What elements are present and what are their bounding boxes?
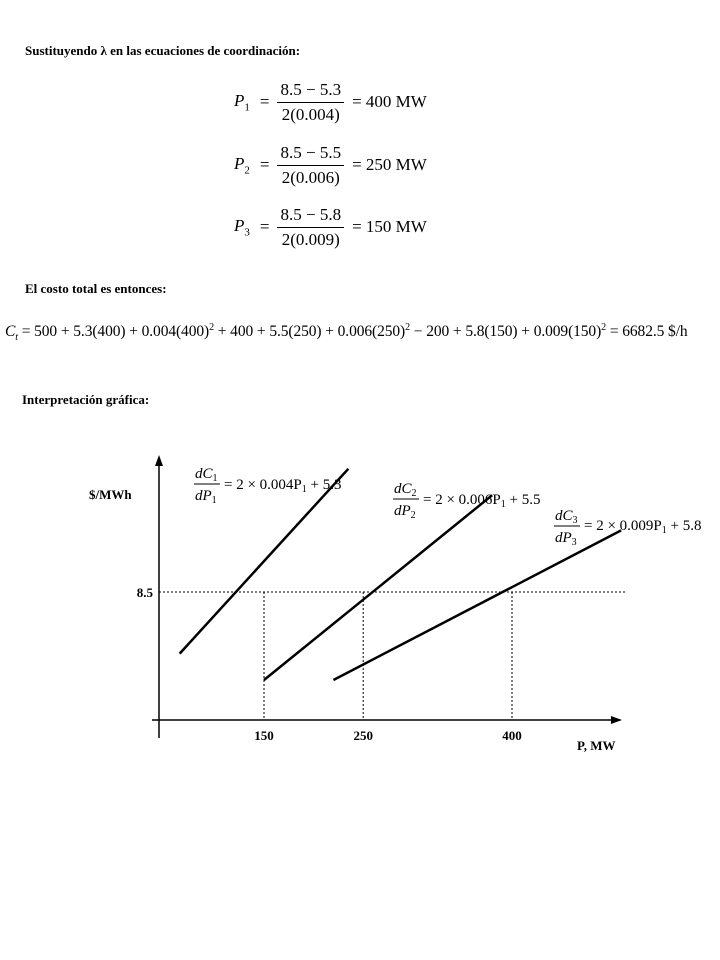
total-cost-term-3: − 200 + 5.8(150) + 0.009(150) bbox=[410, 323, 602, 341]
x-tick-label-150: 150 bbox=[254, 728, 274, 743]
equation-result: = 150 MW bbox=[352, 217, 427, 237]
label-dc3-num: $dC_3$ bbox=[555, 508, 578, 526]
equation-result: = 250 MW bbox=[352, 155, 427, 175]
label-dc1-num: $dC_1$ bbox=[195, 466, 218, 484]
label-dc2-num: $dC_2$ bbox=[394, 481, 417, 499]
y-axis-label: $/MWh bbox=[89, 487, 132, 502]
equation-lhs: $P_1$ bbox=[234, 90, 250, 114]
total-cost-result: = 6682.5 $/h bbox=[606, 323, 688, 341]
series-lines bbox=[180, 469, 621, 680]
equals-sign: = bbox=[259, 217, 270, 237]
x-axis-arrow bbox=[611, 716, 622, 724]
label-dc3-den: $dP_3$ bbox=[555, 530, 577, 548]
fraction-numerator: 8.5 − 5.8 bbox=[277, 205, 344, 228]
label-dc3 bbox=[554, 508, 701, 548]
fraction-denominator: 2(0.009) bbox=[281, 229, 340, 249]
equation-result: = 400 MW bbox=[352, 92, 427, 112]
total-cost-symbol: $C_t$ bbox=[5, 323, 18, 344]
fraction-denominator: 2(0.006) bbox=[281, 167, 340, 187]
fraction-numerator: 8.5 − 5.5 bbox=[277, 143, 344, 166]
exponent: 2 bbox=[209, 322, 214, 333]
equals-sign: = bbox=[259, 155, 270, 175]
exponent: 2 bbox=[601, 322, 607, 333]
exponent: 2 bbox=[405, 322, 411, 333]
x-tick-label-250: 250 bbox=[353, 728, 373, 743]
x-axis-label: P, MW bbox=[577, 738, 616, 753]
heading-costo-total: El costo total es entonces: bbox=[25, 281, 167, 296]
fraction-denominator: 2(0.004) bbox=[281, 104, 340, 124]
equation-lhs: $P_3$ bbox=[234, 215, 250, 239]
label-dc1-rhs: = $2 \times 0.004P_1 + 5.3$ bbox=[224, 477, 342, 495]
label-dc1-den: $dP_1$ bbox=[195, 488, 217, 506]
equation-lhs: $P_2$ bbox=[234, 153, 250, 177]
fraction-numerator: 8.5 − 5.3 bbox=[277, 80, 344, 103]
series-line-c3 bbox=[333, 530, 621, 680]
reference-line-label: 8.5 bbox=[136, 585, 153, 600]
label-dc3-rhs: = $2 \times 0.009P_1 + 5.8$ bbox=[584, 518, 702, 536]
heading-interpretacion: Interpretación gráfica: bbox=[22, 392, 150, 407]
x-tick-labels bbox=[254, 728, 522, 743]
label-dc2-den: $dP_2$ bbox=[394, 503, 416, 521]
label-dc2-rhs: = $2 \times 0.006P_1 + 5.5$ bbox=[423, 492, 541, 510]
y-axis-arrow bbox=[155, 455, 163, 466]
heading-sustituyendo: Sustituyendo λ en las ecuaciones de coordinación: bbox=[25, 43, 301, 58]
x-tick-label-400: 400 bbox=[502, 728, 522, 743]
total-cost-term-2: + 400 + 5.5(250) + 0.006(250) bbox=[213, 323, 406, 341]
vertical-guides bbox=[264, 592, 512, 720]
total-cost-term-1: = 500 + 5.3(400) + 0.004(400) bbox=[21, 323, 210, 341]
equals-sign: = bbox=[259, 92, 270, 112]
